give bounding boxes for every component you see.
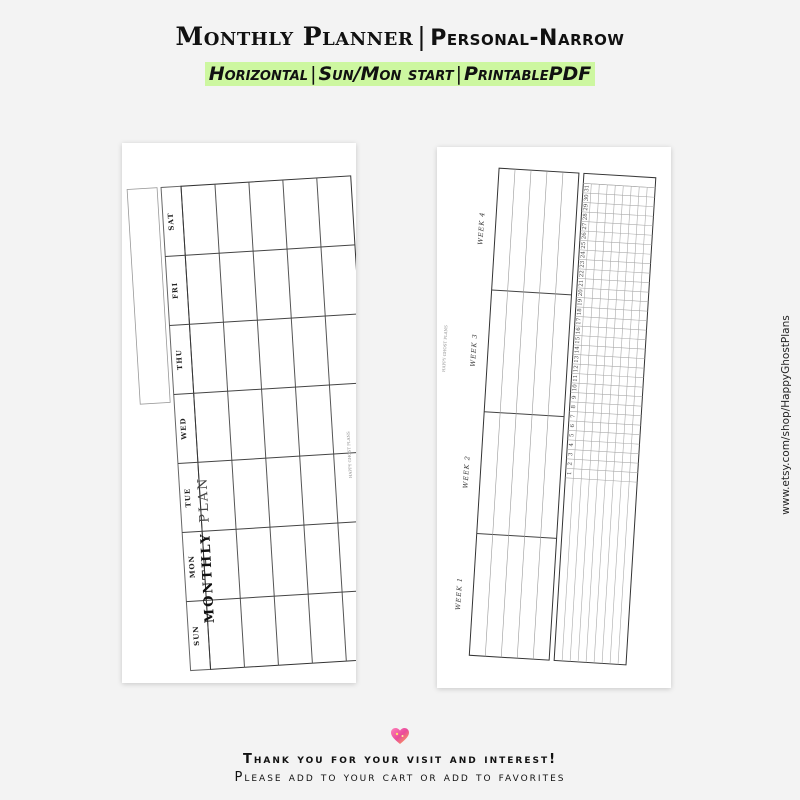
habit-day-number: 28 (582, 213, 589, 221)
habit-row-line (582, 212, 654, 216)
habit-day-number: 1 (566, 471, 574, 476)
habit-day-number: 13 (573, 355, 581, 364)
day-label: FRI (169, 281, 180, 300)
tag-format: PrintablePDF (463, 63, 592, 85)
habit-row-line (572, 373, 644, 377)
habit-row-line (576, 307, 648, 311)
habit-day-number: 16 (575, 327, 583, 335)
footer-thanks: Thank you for your visit and interest! (242, 752, 558, 767)
left-logo: HAPPY GHOST PLANS (345, 431, 353, 479)
habit-day-number: 10 (572, 384, 579, 392)
habit-row-line (582, 202, 654, 206)
habit-row-line (581, 221, 653, 225)
habit-tracker (554, 173, 656, 664)
tag-horizontal: Horizontal (208, 63, 309, 85)
footer-call-to-action: Please add to your cart or add to favorites (234, 770, 566, 785)
habit-day-number: 27 (581, 222, 589, 231)
habit-row-line (574, 335, 646, 339)
habit-day-number: 19 (577, 298, 584, 307)
habit-day-number: 2 (567, 461, 574, 466)
habit-day-number: 8 (571, 404, 578, 409)
notes-panel (127, 188, 170, 404)
habit-row-line (575, 316, 647, 320)
habit-row-line (571, 383, 643, 387)
day-label: SAT (165, 212, 176, 231)
tagline-highlight (205, 62, 596, 86)
habit-day-number: 17 (576, 317, 583, 326)
habit-column-line (594, 186, 623, 663)
left-sheet (122, 143, 356, 683)
habit-row-line (576, 297, 648, 301)
habit-row-line (579, 250, 651, 254)
habit-row-line (578, 278, 650, 282)
monthly-plan-heading (195, 476, 218, 623)
week-divider (477, 534, 557, 539)
habit-row-line (569, 421, 641, 428)
right-logo: HAPPY GHOST PLANS (441, 325, 449, 373)
title-main: Monthly Planner (175, 22, 414, 51)
habit-column-line (618, 187, 647, 664)
habit-row-line (580, 240, 652, 244)
habit-day-number: 3 (568, 452, 575, 457)
right-sheet (437, 147, 671, 688)
habit-day-number: 20 (577, 289, 585, 297)
habit-day-number: 29 (583, 203, 590, 212)
habit-day-number: 25 (580, 241, 588, 250)
habit-column-line (610, 187, 639, 664)
day-label: THU (173, 348, 185, 371)
week-writing-line (501, 170, 531, 657)
habit-row-line (566, 459, 638, 463)
habit-day-number: 15 (575, 336, 582, 345)
habit-row-line (565, 478, 637, 482)
week-label: WEEK 4 (476, 211, 487, 246)
tag-separator-2: | (455, 63, 462, 85)
habit-row-line (575, 326, 647, 330)
tag-start-day: Sun/Mon start (318, 63, 454, 85)
week-column-line (215, 184, 245, 667)
habit-day-number: 11 (572, 374, 580, 383)
habit-day-number: 6 (569, 423, 577, 428)
habit-row-line (568, 430, 640, 434)
habit-day-number: 22 (579, 270, 586, 278)
habit-day-number: 18 (576, 308, 584, 316)
habit-row-line (571, 392, 643, 396)
shop-url[interactable]: www.etsy.com/shop/HappyGhostPlans (780, 315, 792, 515)
habit-row-line (572, 364, 644, 368)
tag-separator-1: | (310, 63, 317, 85)
week-column-line (283, 180, 313, 663)
week-writing-line (485, 169, 515, 656)
week-column-line (317, 178, 347, 661)
habit-row-line (583, 183, 655, 187)
page-title (0, 22, 800, 51)
weekly-grid (437, 147, 671, 688)
day-label: TUE (182, 487, 193, 508)
habit-day-number: 23 (579, 260, 587, 269)
title-subtitle: Personal-Narrow (430, 26, 625, 51)
day-row-line (174, 383, 356, 395)
habit-row-line (570, 402, 642, 409)
week-label: WEEK 1 (454, 576, 465, 611)
day-row-line (169, 314, 356, 326)
habit-day-number: 9 (571, 395, 578, 400)
habit-row-line (573, 354, 645, 358)
heading-accent: PLAN (195, 476, 213, 524)
habit-column-line (562, 184, 591, 661)
habit-day-number: 5 (569, 433, 576, 438)
week-divider (484, 412, 564, 417)
habit-day-number: 21 (578, 279, 585, 288)
habit-row-line (573, 345, 645, 349)
habit-row-line (579, 259, 651, 263)
habit-row-line (580, 231, 652, 235)
habit-day-number: 24 (580, 251, 587, 259)
habit-column-line (602, 186, 631, 663)
habit-day-number: 12 (573, 365, 580, 373)
week-divider (492, 290, 572, 295)
day-row-line (165, 245, 355, 257)
habit-day-number: 7 (570, 414, 577, 419)
week-label: WEEK 3 (468, 333, 479, 367)
habit-row-line (569, 411, 641, 415)
habit-day-number: 26 (581, 232, 588, 240)
habit-row-line (583, 193, 655, 197)
habit-row-line (566, 468, 638, 472)
habit-day-number: 30 (583, 194, 591, 202)
habit-day-number: 14 (574, 346, 581, 354)
week-label: WEEK 2 (461, 454, 472, 489)
habit-day-number: 4 (568, 442, 575, 447)
day-label: SUN (190, 625, 202, 647)
week-column-line (249, 182, 279, 665)
habit-row-line (577, 288, 649, 292)
habit-day-number: 31 (584, 184, 591, 193)
day-row-line (178, 452, 356, 464)
day-label: MON (186, 554, 197, 579)
week-writing-line (517, 171, 547, 658)
day-label: WED (178, 417, 189, 440)
tagline (0, 62, 800, 86)
title-separator: | (417, 22, 427, 51)
habit-row-line (568, 440, 640, 447)
habit-row-line (578, 269, 650, 273)
heart-icon (391, 728, 409, 749)
habit-row-line (567, 449, 639, 453)
monthly-grid (122, 143, 356, 683)
heading-main: MONTHLY (198, 531, 218, 624)
